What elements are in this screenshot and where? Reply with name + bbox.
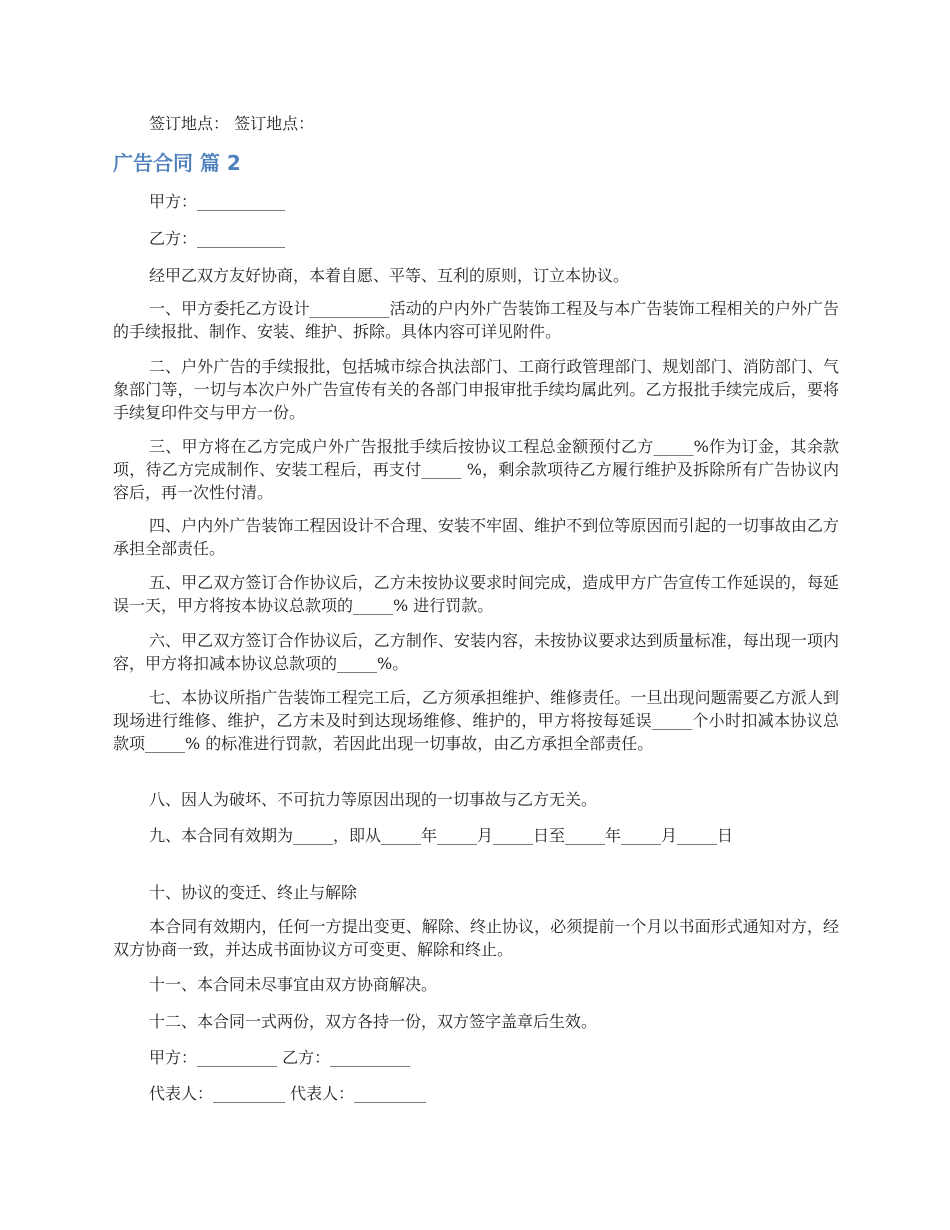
signature-party-line: 甲方：__________ 乙方：__________ <box>149 1048 411 1067</box>
signature-rep-line: 代表人：_________ 代表人：_________ <box>149 1084 427 1103</box>
party-b-line: 乙方：___________ <box>149 229 286 248</box>
clause-8: 八、因人为破坏、不可抗力等原因出现的一切事故与乙方无关。 <box>149 790 598 809</box>
clause-11: 十一、本合同未尽事宜由双方协商解决。 <box>149 975 438 994</box>
clause-2: 二、户外广告的手续报批，包括城市综合执法部门、工商行政管理部门、规划部门、消防部门、气象部门等，一切与本次户外广告宣传有关的各部门申报审批手续均属此列。乙方报批手续完成后，要将手续复印件交与甲方一份。 <box>113 357 839 422</box>
clause-12: 十二、本合同一式两份，双方各持一份，双方签字盖章后生效。 <box>149 1012 598 1031</box>
clause-10-body: 本合同有效期内，任何一方提出变更、解除、终止协议，必须提前一个月以书面形式通知对方，经双方协商一致，并达成书面协议方可变更、解除和终止。 <box>113 917 839 959</box>
clause-9: 九、本合同有效期为_____，即从_____年_____月_____日至_____年_____月_____日 <box>149 826 734 845</box>
section-title: 广告合同 篇 2 <box>113 151 241 175</box>
sign-place-line: 签订地点： 签订地点： <box>149 114 315 133</box>
clause-3: 三、甲方将在乙方完成户外广告报批手续后按协议工程总金额预付乙方_____%作为订金，其余款项，待乙方完成制作、安装工程后，再支付_____ %，剩余款项待乙方履行维护及拆除所有广告协议内容后，再一次性付清。 <box>113 437 839 502</box>
clause-4: 四、户内外广告装饰工程因设计不合理、安装不牢固、维护不到位等原因而引起的一切事故由乙方承担全部责任。 <box>113 516 839 558</box>
clause-7: 七、本协议所指广告装饰工程完工后，乙方须承担维护、维修责任。一旦出现问题需要乙方派人到现场进行维修、维护，乙方未及时到达现场维修、维护的，甲方将按每延误_____个小时扣减本协议总款项_____% 的标准进行罚款，若因此出现一切事故，由乙方承担全部责任。 <box>113 688 839 753</box>
clause-1: 一、甲方委托乙方设计__________活动的户内外广告装饰工程及与本广告装饰工程相关的户外广告的手续报批、制作、安装、维护、拆除。具体内容可详见附件。 <box>113 299 839 341</box>
clause-5: 五、甲乙双方签订合作协议后，乙方未按协议要求时间完成，造成甲方广告宣传工作延误的，每延误一天，甲方将按本协议总款项的_____% 进行罚款。 <box>113 573 839 615</box>
intro-paragraph: 经甲乙双方友好协商，本着自愿、平等、互利的原则，订立本协议。 <box>149 266 630 285</box>
party-a-line: 甲方：___________ <box>149 192 286 211</box>
clause-6: 六、甲乙双方签订合作协议后，乙方制作、安装内容，未按协议要求达到质量标准，每出现一项内容，甲方将扣减本协议总款项的_____%。 <box>113 631 839 673</box>
clause-10-title: 十、协议的变迁、终止与解除 <box>149 883 358 902</box>
